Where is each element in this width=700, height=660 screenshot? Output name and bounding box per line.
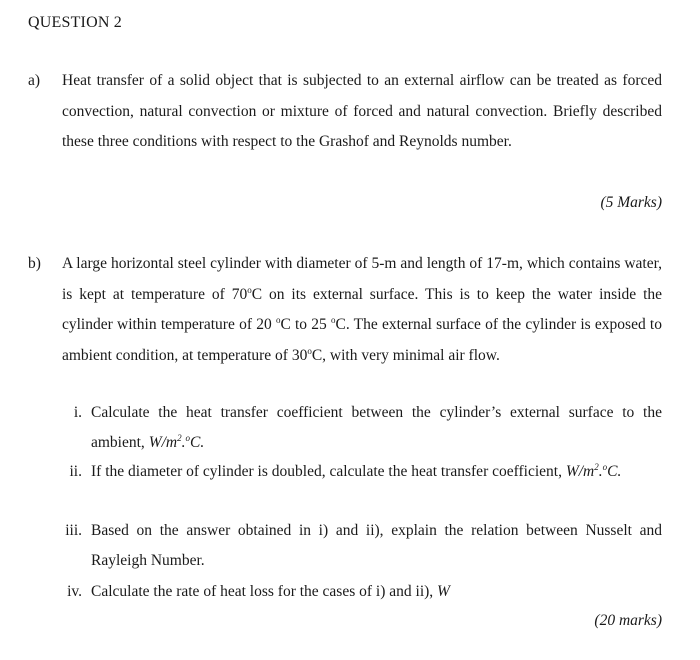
part-a-marks: (5 Marks) (600, 194, 662, 211)
part-b-label: b) (28, 255, 41, 272)
degree-symbol: o (331, 315, 336, 325)
part-a-text: Heat transfer of a solid object that is subjected to an external airflow can be treated as forced convection, natural convection or mixture of forced and natural convection. Briefly described these three conditions with respect to the Grashof and Reynolds number. (62, 72, 662, 150)
sub-item-number: i. (73, 404, 82, 421)
part-b-text: A large horizontal steel cylinder with diameter of 5-m and length of 17-m, which contains water, is kept at temperature of 70$^o$C on its external surface. This is to keep the water inside the cylinder within temperature of 20 $^o$C to 25 $^o$C. The external surface of the cylinder is exposed to ambient condition, at temperature of 30$^o$C, with very minimal air flow. (62, 255, 663, 364)
degree-symbol: o (275, 315, 281, 325)
sub-item-number: iv. (67, 583, 82, 600)
part-b-marks: (20 marks) (594, 612, 662, 629)
sub-item-number: iii. (65, 522, 82, 539)
sub-item-text: Calculate the heat transfer coefficient between the cylinder’s external surface to the ambient, $W/m^2.^oC$. (91, 404, 662, 451)
part-a-label: a) (28, 72, 41, 89)
sub-item-text: Based on the answer obtained in i) and ii), explain the relation between Nusselt and Rayleigh Number. (91, 522, 662, 569)
sub-item-text: Calculate the rate of heat loss for the cases of i) and ii), W (91, 583, 450, 600)
degree-symbol: o (307, 345, 312, 356)
sub-item-number: ii. (69, 463, 82, 480)
question-heading: QUESTION 2 (28, 14, 122, 31)
sub-item-text: If the diameter of cylinder is doubled, calculate the heat transfer coefficient, $W/m^2.^oC$. (91, 462, 622, 480)
degree-symbol: o (247, 284, 252, 295)
